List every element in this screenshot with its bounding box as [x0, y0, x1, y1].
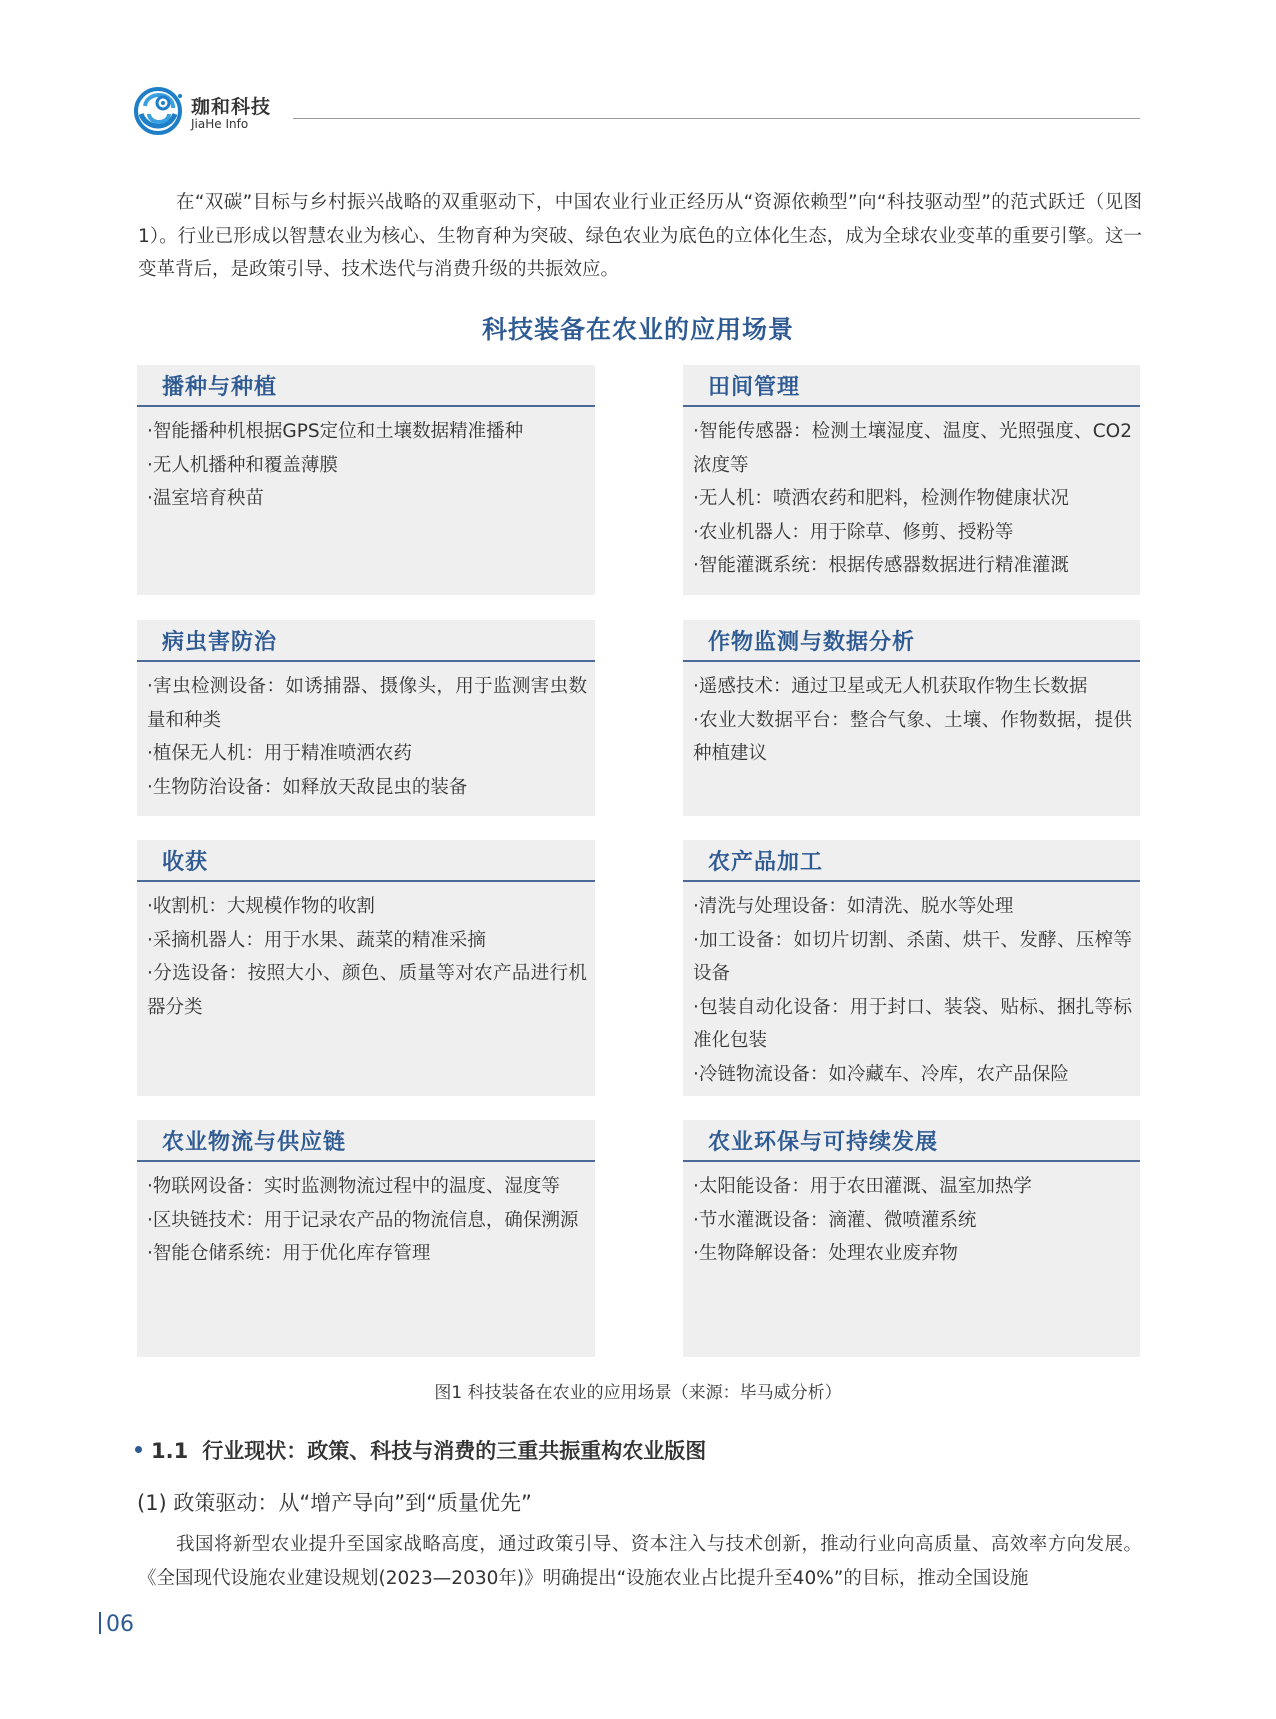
panel-body: [137, 1162, 595, 1271]
list-item: ·区块链技术：用于记录农产品的物流信息，确保溯源: [147, 1209, 579, 1231]
list-item: ·冷链物流设备：如冷藏车、冷库，农产品保险: [693, 1063, 1069, 1085]
list-item: ·植保无人机：用于精准喷洒农药: [147, 743, 412, 764]
list-item: ·智能播种机根据GPS定位和土壤数据精准播种: [147, 421, 524, 442]
panel-crop-monitoring: [683, 620, 1140, 816]
intro-paragraph: 在“双碳”目标与乡村振兴战略的双重驱动下，中国农业行业正经历从“资源依赖型”向“科技驱动型”的范式跃迁（见图1）。行业已形成以智慧农业为核心、生物育种为突破、绿色农业为底色的立体化生态，成为全球农业变革的重要引擎。这一变革背后，是政策引导、技术迭代与消费升级的共振效应。: [138, 192, 1142, 280]
list-item: ·生物防治设备：如释放天敌昆虫的装备: [147, 776, 468, 798]
list-item: ·收割机：大规模作物的收割: [147, 896, 375, 917]
page-number-bar: [99, 1612, 101, 1634]
list-item: ·加工设备：如切片切割、杀菌、烘干、发酵、压榨等设备: [693, 929, 1132, 984]
panel-title: 农业物流与供应链: [137, 1120, 595, 1162]
panel-body: [137, 882, 595, 1024]
header-divider: [293, 118, 1140, 119]
brand-name-en: JiaHe Info: [191, 117, 249, 131]
list-item: ·节水灌溉设备：滴灌、微喷灌系统: [693, 1209, 977, 1231]
list-item: ·采摘机器人：用于水果、蔬菜的精准采摘: [147, 929, 486, 951]
list-item: ·包装自动化设备：用于封口、装袋、贴标、捆扎等标准化包装: [693, 996, 1132, 1051]
body-paragraph: 我国将新型农业提升至国家战略高度，通过政策引导、资本注入与技术创新，推动行业向高质量、高效率方向发展。《全国现代设施农业建设规划(2023—2030年)》明确提出“设施农业占比提升至40%”的目标，推动全国设施: [138, 1534, 1142, 1589]
subsection-heading: (1) 政策驱动：从“增产导向”到“质量优先”: [137, 1491, 532, 1515]
list-item: ·农业大数据平台：整合气象、土壤、作物数据，提供种植建议: [693, 709, 1132, 764]
list-item: ·害虫检测设备：如诱捕器、摄像头，用于监测害虫数量和种类: [147, 676, 587, 731]
list-item: ·无人机播种和覆盖薄膜: [147, 454, 338, 476]
panel-title: 收获: [137, 840, 595, 882]
panel-title: 作物监测与数据分析: [683, 620, 1140, 662]
list-item: ·无人机：喷洒农药和肥料，检测作物健康状况: [693, 488, 1069, 509]
page-number: [99, 1612, 134, 1637]
panel-processing: [683, 840, 1140, 1096]
panel-title: 农产品加工: [683, 840, 1140, 882]
panel-body: [683, 662, 1140, 771]
figure-caption: 图1 科技装备在农业的应用场景（来源：毕马威分析）: [434, 1383, 842, 1403]
page-header: [133, 82, 1140, 142]
panel-body: [683, 882, 1140, 1091]
list-item: ·物联网设备：实时监测物流过程中的温度、湿度等: [147, 1176, 560, 1197]
page-number-text: 06: [106, 1612, 134, 1637]
brand-name-cn: 珈和科技: [191, 96, 272, 118]
list-item: ·生物降解设备：处理农业废弃物: [693, 1243, 958, 1264]
list-item: ·太阳能设备：用于农田灌溉、温室加热学: [693, 1176, 1032, 1197]
bullet-dot-icon: [135, 1446, 142, 1453]
section-heading: [135, 1435, 706, 1465]
panel-harvest: [137, 840, 595, 1096]
panel-body: [683, 407, 1140, 583]
panel-sowing-planting: [137, 365, 595, 595]
figure-title: 科技装备在农业的应用场景: [481, 315, 794, 344]
panel-title: 田间管理: [683, 365, 1140, 407]
list-item: ·温室培育秧苗: [147, 488, 264, 509]
panel-sustainability: [683, 1120, 1140, 1357]
list-item: ·清洗与处理设备：如清洗、脱水等处理: [693, 896, 1014, 917]
panel-pest-control: [137, 620, 595, 816]
list-item: ·智能灌溉系统：根据传感器数据进行精准灌溉: [693, 555, 1069, 576]
panel-field-management: [683, 365, 1140, 595]
panel-title: 农业环保与可持续发展: [683, 1120, 1140, 1162]
section-title: 行业现状：政策、科技与消费的三重共振重构农业版图: [202, 1439, 707, 1463]
panel-body: [137, 662, 595, 804]
section-number: 1.1: [151, 1439, 189, 1463]
panel-title: 病虫害防治: [137, 620, 595, 662]
list-item: ·分选设备：按照大小、颜色、质量等对农产品进行机器分类: [147, 963, 587, 1018]
panel-body: [137, 407, 595, 516]
list-item: ·遥感技术：通过卫星或无人机获取作物生长数据: [693, 676, 1088, 697]
list-item: ·农业机器人：用于除草、修剪、授粉等: [693, 521, 1014, 543]
list-item: ·智能传感器：检测土壤湿度、温度、光照强度、CO2浓度等: [693, 421, 1132, 476]
panel-logistics: [137, 1120, 595, 1357]
list-item: ·智能仓储系统：用于优化库存管理: [147, 1243, 431, 1264]
panel-title: 播种与种植: [137, 365, 595, 407]
panel-body: [683, 1162, 1140, 1271]
swirl-globe-logo-icon: [133, 84, 185, 136]
